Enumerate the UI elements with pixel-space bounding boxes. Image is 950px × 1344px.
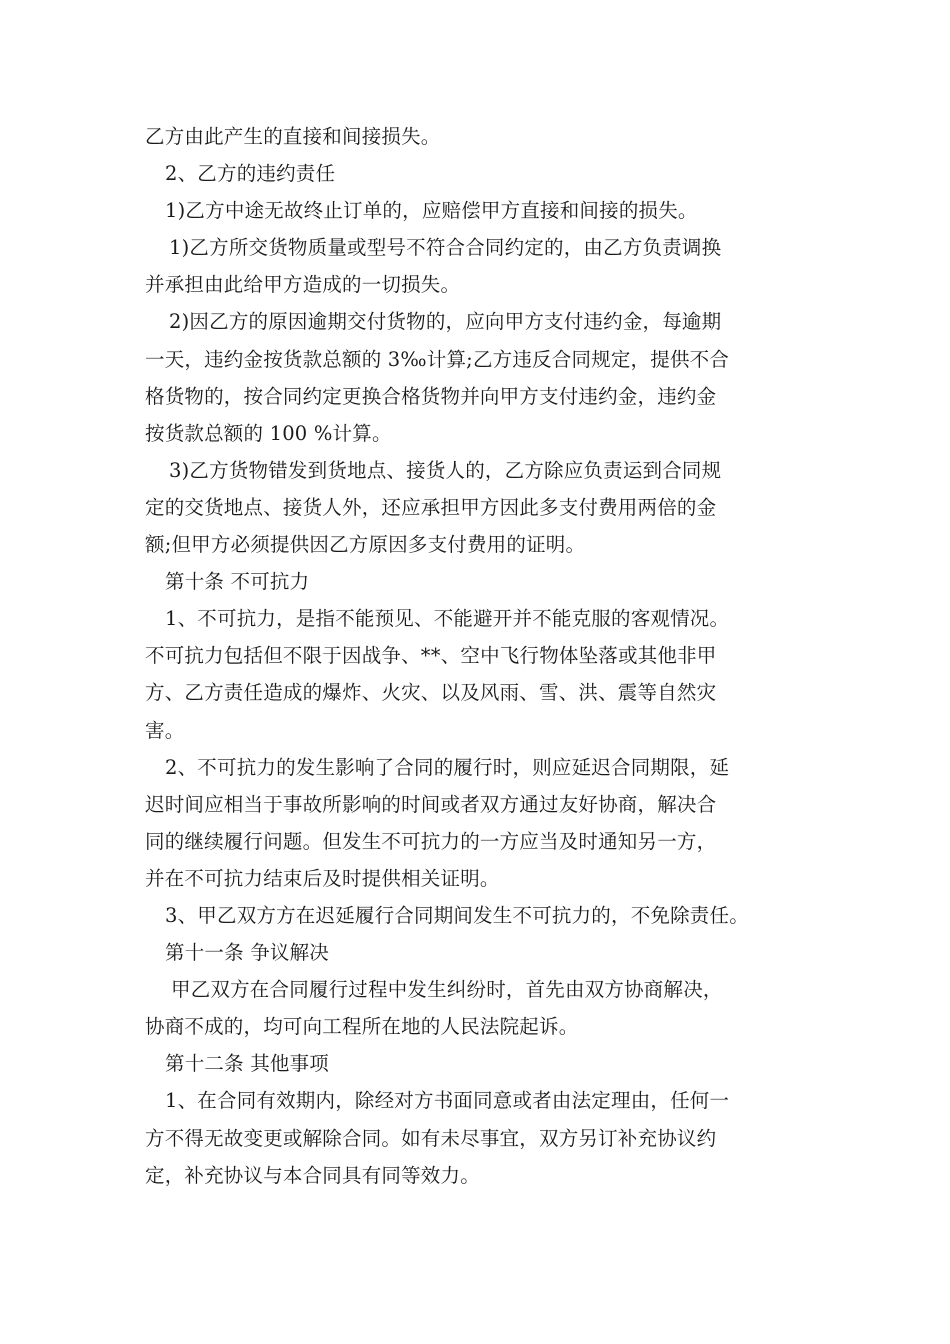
- paragraph-line: 害。: [145, 718, 185, 742]
- paragraph-line: 乙方由此产生的直接和间接损失。: [145, 125, 441, 148]
- paragraph-line: 定，补充协议与本合同具有同等效力。: [145, 1163, 480, 1187]
- paragraph-line: 方不得无故变更或解除合同。如有未尽事宜，双方另订补充协议约: [145, 1126, 717, 1150]
- paragraph-line: 3、甲乙双方方在迟延履行合同期间发生不可抗力的，不免除责任。: [165, 903, 749, 927]
- paragraph-line: 1)乙方所交货物质量或型号不符合合同约定的，由乙方负责调换: [169, 236, 722, 260]
- paragraph-line: 一天，违约金按货款总额的 3‰计算;乙方违反合同规定，提供不合: [145, 347, 730, 371]
- paragraph-line: 并在不可抗力结束后及时提供相关证明。: [145, 866, 500, 890]
- paragraph-line: 同的继续履行问题。但发生不可抗力的一方应当及时通知另一方，: [145, 829, 717, 853]
- paragraph-line: 1、不可抗力，是指不能预见、不能避开并不能克服的客观情况。: [165, 607, 730, 631]
- document-page: [145, 118, 810, 1194]
- paragraph-line: 格货物的，按合同约定更换合格货物并向甲方支付违约金，违约金: [145, 384, 717, 408]
- paragraph-line: 甲乙双方在合同履行过程中发生纠纷时，首先由双方协商解决，: [171, 978, 723, 1002]
- paragraph-line: 2)因乙方的原因逾期交付货物的，应向甲方支付违约金，每逾期: [169, 310, 722, 334]
- paragraph-line: 2、不可抗力的发生影响了合同的履行时，则应延迟合同期限，延: [165, 755, 730, 779]
- article-heading: 第十条 不可抗力: [165, 570, 310, 594]
- article-heading: 第十二条 其他事项: [165, 1052, 329, 1076]
- paragraph-line: 1、在合同有效期内，除经对方书面同意或者由法定理由，任何一: [165, 1089, 730, 1113]
- paragraph-line: 3)乙方货物错发到货地点、接货人的，乙方除应负责运到合同规: [169, 458, 722, 482]
- paragraph-line: 不可抗力包括但不限于因战争、**、空中飞行物体坠落或其他非甲: [145, 644, 717, 668]
- paragraph-line: 协商不成的，均可向工程所在地的人民法院起诉。: [145, 1015, 579, 1039]
- paragraph-line: 并承担由此给甲方造成的一切损失。: [145, 273, 461, 297]
- paragraph-line: 定的交货地点、接货人外，还应承担甲方因此多支付费用两倍的金: [145, 495, 717, 519]
- paragraph-line: 1)乙方中途无故终止订单的，应赔偿甲方直接和间接的损失。: [165, 199, 698, 223]
- paragraph-line: 按货款总额的 100 %计算。: [145, 421, 392, 445]
- section-heading: 2、乙方的违约责任: [165, 162, 336, 186]
- paragraph-line: 迟时间应相当于事故所影响的时间或者双方通过友好协商，解决合: [145, 792, 717, 816]
- paragraph-line: 额;但甲方必须提供因乙方原因多支付费用的证明。: [145, 533, 586, 557]
- article-heading: 第十一条 争议解决: [165, 941, 329, 965]
- paragraph-line: 方、乙方责任造成的爆炸、火灾、以及风雨、雪、洪、震等自然灾: [145, 681, 717, 705]
